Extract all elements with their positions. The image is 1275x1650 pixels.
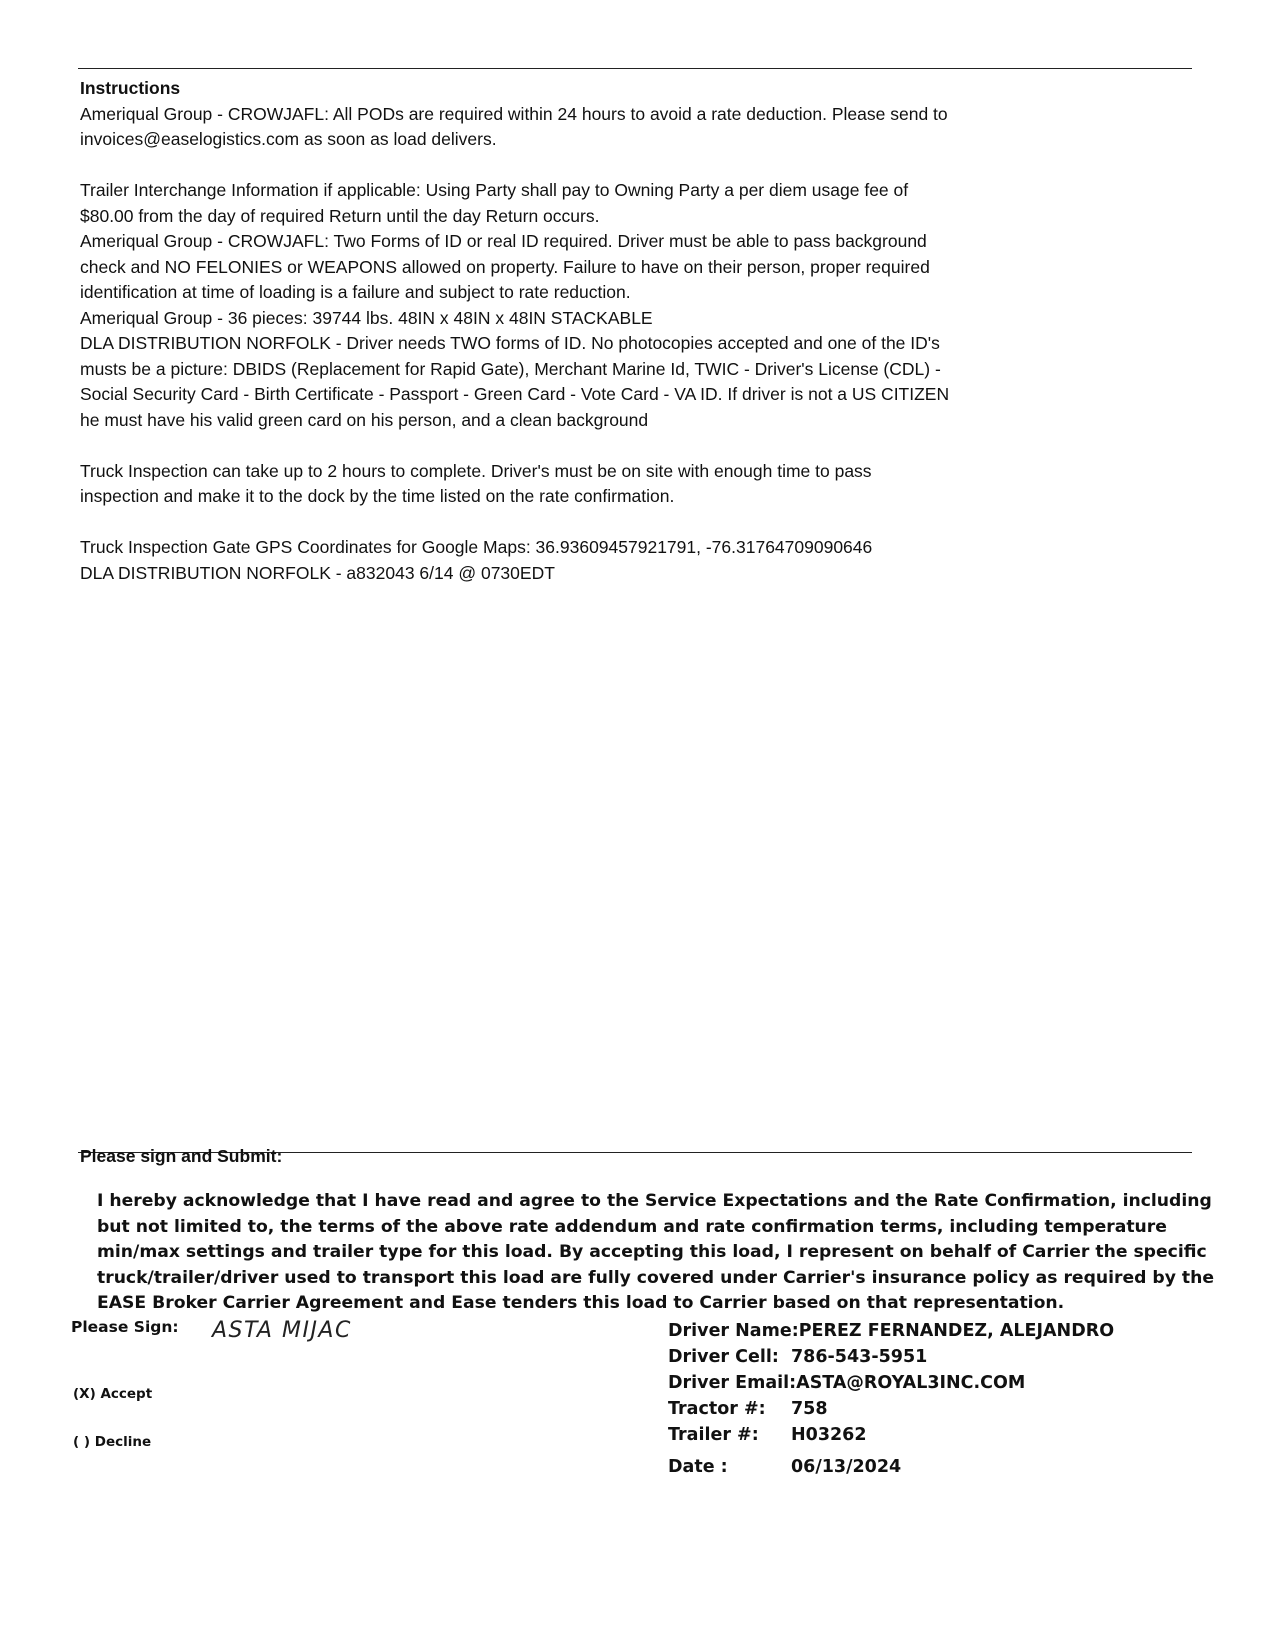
instruction-line: Ameriqual Group - CROWJAFL: Two Forms of ID or real ID required. Driver must be able to pass background: [80, 231, 927, 251]
instruction-line: Truck Inspection can take up to 2 hours to complete. Driver's must be on site with enough time to pass: [80, 460, 872, 481]
decline-option[interactable]: ( ) Decline: [73, 1434, 152, 1450]
instruction-line: Truck Inspection Gate GPS Coordinates for Google Maps: 36.93609457921791, -76.31764709090646: [80, 537, 873, 557]
date-label: Date :: [668, 1457, 728, 1477]
acknowledgement-line: I hereby acknowledge that I have read and agree to the Service Expectations and the Rate Confirmation, including: [97, 1191, 1212, 1211]
driver-email-row: [668, 1370, 1114, 1396]
instruction-line: Social Security Card - Birth Certificate - Passport - Green Card - Vote Card - VA ID. If driver is not a US CITIZEN: [80, 384, 950, 404]
driver-name-value: PEREZ FERNANDEZ, ALEJANDRO: [798, 1321, 1115, 1341]
sign-heading: Please sign and Submit:: [80, 1146, 283, 1166]
instruction-line: invoices@easelogistics.com as soon as load delivers.: [80, 129, 497, 149]
driver-cell-row: [668, 1344, 1114, 1370]
instructions-heading: Instructions: [80, 78, 181, 98]
please-sign-label: Please Sign:: [71, 1318, 179, 1336]
acknowledgement-line: min/max settings and trailer type for this load. By accepting this load, I represent on behalf of Carrier the specific: [97, 1242, 1207, 1262]
acknowledgement-text: [97, 1189, 1215, 1317]
driver-name-row: [668, 1318, 1114, 1344]
signature: ASTA MIJAC: [212, 1318, 352, 1343]
instruction-line: he must have his valid green card on his person, and a clean background: [80, 409, 649, 430]
driver-cell-label: Driver Cell:: [668, 1347, 779, 1367]
driver-cell-value: 786-543-5951: [791, 1347, 928, 1367]
instruction-line: Ameriqual Group - 36 pieces: 39744 lbs. 48IN x 48IN x 48IN STACKABLE: [80, 307, 653, 328]
tractor-value: 758: [791, 1399, 828, 1419]
instruction-line: inspection and make it to the dock by the time listed on the rate confirmation.: [80, 486, 675, 506]
trailer-row: [668, 1422, 1114, 1448]
accept-option[interactable]: (X) Accept: [73, 1386, 153, 1402]
instruction-line: $80.00 from the day of required Return until the day Return occurs.: [80, 205, 600, 226]
instruction-line: DLA DISTRIBUTION NORFOLK - Driver needs TWO forms of ID. No photocopies accepted and one of the ID's: [80, 333, 940, 353]
instruction-line: check and NO FELONIES or WEAPONS allowed on property. Failure to have on their person, proper required: [80, 256, 930, 277]
instruction-line: DLA DISTRIBUTION NORFOLK - a832043 6/14 @ 0730EDT: [80, 562, 555, 583]
tractor-row: [668, 1396, 1114, 1422]
driver-email-value: ASTA@ROYAL3INC.COM: [796, 1373, 1026, 1393]
instructions-section: [80, 76, 1190, 586]
tractor-label: Tractor #:: [668, 1399, 766, 1419]
trailer-value: H03262: [791, 1425, 867, 1445]
instruction-line: Trailer Interchange Information if applicable: Using Party shall pay to Owning Party a per diem usage fee of: [80, 180, 909, 200]
date-value: 06/13/2024: [791, 1457, 902, 1477]
acknowledgement-line: but not limited to, the terms of the above rate addendum and rate confirmation terms, including temperature: [97, 1216, 1167, 1237]
top-divider: [78, 68, 1192, 69]
driver-info: [668, 1318, 1114, 1480]
instruction-line-blank: [80, 433, 1190, 459]
acknowledgement-line: EASE Broker Carrier Agreement and Ease tenders this load to Carrier based on that representation.: [97, 1293, 1065, 1313]
instruction-line: musts be a picture: DBIDS (Replacement for Rapid Gate), Merchant Marine Id, TWIC - Driver's License (CDL) -: [80, 358, 941, 379]
driver-email-label: Driver Email:: [668, 1373, 797, 1393]
instruction-line: Ameriqual Group - CROWJAFL: All PODs are required within 24 hours to avoid a rate deduction. Please send to: [80, 103, 948, 124]
acknowledgement-line: truck/trailer/driver used to transport this load are fully covered under Carrier's insurance policy as required by the: [97, 1267, 1215, 1288]
instruction-line: identification at time of loading is a failure and subject to rate reduction.: [80, 282, 631, 302]
instruction-line-blank: [80, 153, 1190, 179]
trailer-label: Trailer #:: [668, 1425, 759, 1445]
date-row: [668, 1454, 1114, 1480]
instruction-line-blank: [80, 510, 1190, 536]
driver-name-label: Driver Name:: [668, 1321, 799, 1341]
